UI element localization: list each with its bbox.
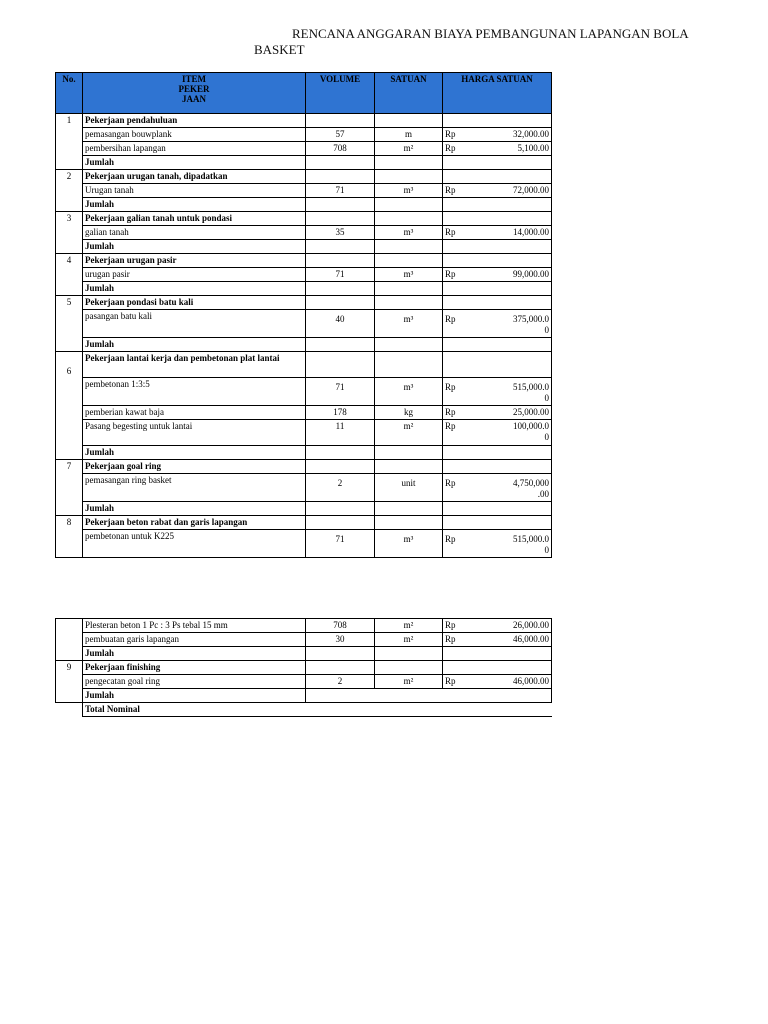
item-unit: m³ — [375, 378, 443, 406]
item-price: 46,000.00 — [465, 633, 552, 647]
section-title: Pekerjaan finishing — [83, 661, 306, 675]
jumlah-row — [56, 338, 552, 352]
header-volume: VOLUME — [306, 73, 375, 114]
section-row — [56, 661, 552, 675]
item-price-line-2: 0 — [544, 393, 549, 403]
item-price: 99,000.00 — [465, 268, 552, 282]
jumlah-label: Jumlah — [83, 338, 306, 352]
jumlah-row — [56, 198, 552, 212]
jumlah-label: Jumlah — [83, 647, 306, 661]
section-title: Pekerjaan urugan tanah, dipadatkan — [83, 170, 306, 184]
jumlah-row — [56, 282, 552, 296]
item-price-line-2: 0 — [544, 325, 549, 335]
jumlah-label: Jumlah — [83, 689, 306, 703]
section-title: Pekerjaan galian tanah untuk pondasi — [83, 212, 306, 226]
section-title: Pekerjaan pendahuluan — [83, 114, 306, 128]
item-name: urugan pasir — [83, 268, 306, 282]
header-item — [83, 73, 306, 114]
item-name: pemasangan bouwplank — [83, 128, 306, 142]
item-volume: 71 — [306, 268, 375, 282]
item-volume: 11 — [306, 420, 375, 446]
table-row — [56, 142, 552, 156]
header-item-line-2: PEKER — [178, 84, 210, 94]
item-price-line-1: 515,000.0 — [513, 382, 549, 392]
item-name: pasangan batu kali — [83, 310, 306, 338]
item-price: 46,000.00 — [465, 675, 552, 689]
item-currency: Rp — [443, 142, 465, 156]
section-number: 9 — [56, 661, 83, 703]
section-title: Pekerjaan lantai kerja dan pembetonan plat lantai — [83, 352, 306, 378]
rab-table-part-2 — [55, 618, 552, 717]
section-row — [56, 114, 552, 128]
section-row — [56, 352, 552, 378]
item-name: Pasang begesting untuk lantai — [83, 420, 306, 446]
section-number: 3 — [56, 212, 83, 254]
item-volume: 708 — [306, 619, 375, 633]
jumlah-row — [56, 240, 552, 254]
table-row — [56, 619, 552, 633]
section-row — [56, 212, 552, 226]
section-row — [56, 296, 552, 310]
table-row — [56, 184, 552, 198]
item-unit: unit — [375, 474, 443, 502]
section-number: 2 — [56, 170, 83, 212]
jumlah-label: Jumlah — [83, 446, 306, 460]
jumlah-label: Jumlah — [83, 282, 306, 296]
item-currency: Rp — [443, 226, 465, 240]
item-unit: m² — [375, 633, 443, 647]
item-price: 72,000.00 — [465, 184, 552, 198]
item-volume: 30 — [306, 633, 375, 647]
header-no: No. — [56, 73, 83, 114]
table-row — [56, 310, 552, 338]
item-currency: Rp — [443, 268, 465, 282]
section-title: Pekerjaan pondasi batu kali — [83, 296, 306, 310]
item-price — [465, 378, 552, 406]
item-price: 26,000.00 — [465, 619, 552, 633]
table-row — [56, 268, 552, 282]
item-price-line-2: .00 — [537, 489, 549, 499]
item-name: pembetonan 1:3:5 — [83, 378, 306, 406]
title-line-1: RENCANA ANGGARAN BIAYA PEMBANGUNAN LAPANGAN BOLA — [292, 26, 689, 41]
item-price: 25,000.00 — [465, 406, 552, 420]
jumlah-row — [56, 156, 552, 170]
item-currency: Rp — [443, 420, 465, 446]
table-row — [56, 226, 552, 240]
section-title: Pekerjaan beton rabat dan garis lapangan — [83, 516, 306, 530]
jumlah-row — [56, 647, 552, 661]
item-unit: m³ — [375, 530, 443, 558]
item-currency: Rp — [443, 675, 465, 689]
item-price — [465, 474, 552, 502]
item-price — [465, 310, 552, 338]
header-item-line-3: JAAN — [182, 94, 206, 104]
item-currency: Rp — [443, 184, 465, 198]
header-item-line-1: ITEM — [181, 74, 206, 84]
item-price-line-1: 4,750,000 — [513, 478, 549, 488]
jumlah-row — [56, 446, 552, 460]
item-currency: Rp — [443, 633, 465, 647]
item-volume: 71 — [306, 184, 375, 198]
item-currency: Rp — [443, 128, 465, 142]
header-satuan: SATUAN — [375, 73, 443, 114]
item-price-line-1: 375,000.0 — [513, 314, 549, 324]
item-unit: m³ — [375, 310, 443, 338]
jumlah-label: Jumlah — [83, 156, 306, 170]
item-price: 14,000.00 — [465, 226, 552, 240]
item-name: pengecatan goal ring — [83, 675, 306, 689]
item-volume: 71 — [306, 378, 375, 406]
item-price: 32,000.00 — [465, 128, 552, 142]
total-row — [56, 703, 552, 717]
document-title — [254, 26, 694, 58]
table-row — [56, 406, 552, 420]
item-price-line-1: 515,000.0 — [513, 534, 549, 544]
item-currency: Rp — [443, 530, 465, 558]
section-row — [56, 460, 552, 474]
section-number: 4 — [56, 254, 83, 296]
item-name: pembetonan untuk K225 — [83, 530, 306, 558]
jumlah-row — [56, 502, 552, 516]
table-row — [56, 633, 552, 647]
item-currency: Rp — [443, 310, 465, 338]
item-volume: 40 — [306, 310, 375, 338]
jumlah-label: Jumlah — [83, 198, 306, 212]
item-volume: 708 — [306, 142, 375, 156]
rab-table-part-1 — [55, 72, 552, 558]
jumlah-label: Jumlah — [83, 240, 306, 254]
item-price — [465, 420, 552, 446]
section-title: Pekerjaan goal ring — [83, 460, 306, 474]
item-price — [465, 530, 552, 558]
item-currency: Rp — [443, 619, 465, 633]
item-unit: m² — [375, 619, 443, 633]
item-price: 5,100.00 — [465, 142, 552, 156]
item-volume: 57 — [306, 128, 375, 142]
table-header-row — [56, 73, 552, 114]
item-unit: m² — [375, 420, 443, 446]
table-row — [56, 378, 552, 406]
table-row — [56, 420, 552, 446]
title-line-2: BASKET — [254, 42, 305, 57]
section-title: Pekerjaan urugan pasir — [83, 254, 306, 268]
table-row — [56, 128, 552, 142]
jumlah-row — [56, 689, 552, 703]
item-volume: 35 — [306, 226, 375, 240]
section-number: 8 — [56, 516, 83, 558]
section-number: 1 — [56, 114, 83, 170]
item-unit: kg — [375, 406, 443, 420]
item-currency: Rp — [443, 474, 465, 502]
table-row — [56, 675, 552, 689]
item-name: pembersihan lapangan — [83, 142, 306, 156]
item-price-line-2: 0 — [544, 432, 549, 442]
item-name: Urugan tanah — [83, 184, 306, 198]
section-number: 6 — [56, 352, 83, 460]
item-name: pemberian kawat baja — [83, 406, 306, 420]
item-name: pembuatan garis lapangan — [83, 633, 306, 647]
section-number: 7 — [56, 460, 83, 516]
item-name: pemasangan ring basket — [83, 474, 306, 502]
item-currency: Rp — [443, 406, 465, 420]
item-volume: 71 — [306, 530, 375, 558]
item-unit: m² — [375, 142, 443, 156]
table-row — [56, 474, 552, 502]
item-unit: m² — [375, 675, 443, 689]
item-unit: m — [375, 128, 443, 142]
jumlah-label: Jumlah — [83, 502, 306, 516]
item-name: Plesteran beton 1 Pc : 3 Ps tebal 15 mm — [83, 619, 306, 633]
item-unit: m³ — [375, 184, 443, 198]
header-harga-satuan: HARGA SATUAN — [443, 73, 552, 114]
section-row — [56, 516, 552, 530]
item-volume: 2 — [306, 474, 375, 502]
total-nominal-label: Total Nominal — [83, 703, 306, 717]
item-volume: 178 — [306, 406, 375, 420]
item-price-line-2: 0 — [544, 545, 549, 555]
item-name: galian tanah — [83, 226, 306, 240]
section-row — [56, 254, 552, 268]
item-currency: Rp — [443, 378, 465, 406]
table-row — [56, 530, 552, 558]
section-row — [56, 170, 552, 184]
item-unit: m³ — [375, 226, 443, 240]
item-volume: 2 — [306, 675, 375, 689]
section-number: 5 — [56, 296, 83, 352]
item-price-line-1: 100,000.0 — [513, 421, 549, 431]
item-unit: m³ — [375, 268, 443, 282]
